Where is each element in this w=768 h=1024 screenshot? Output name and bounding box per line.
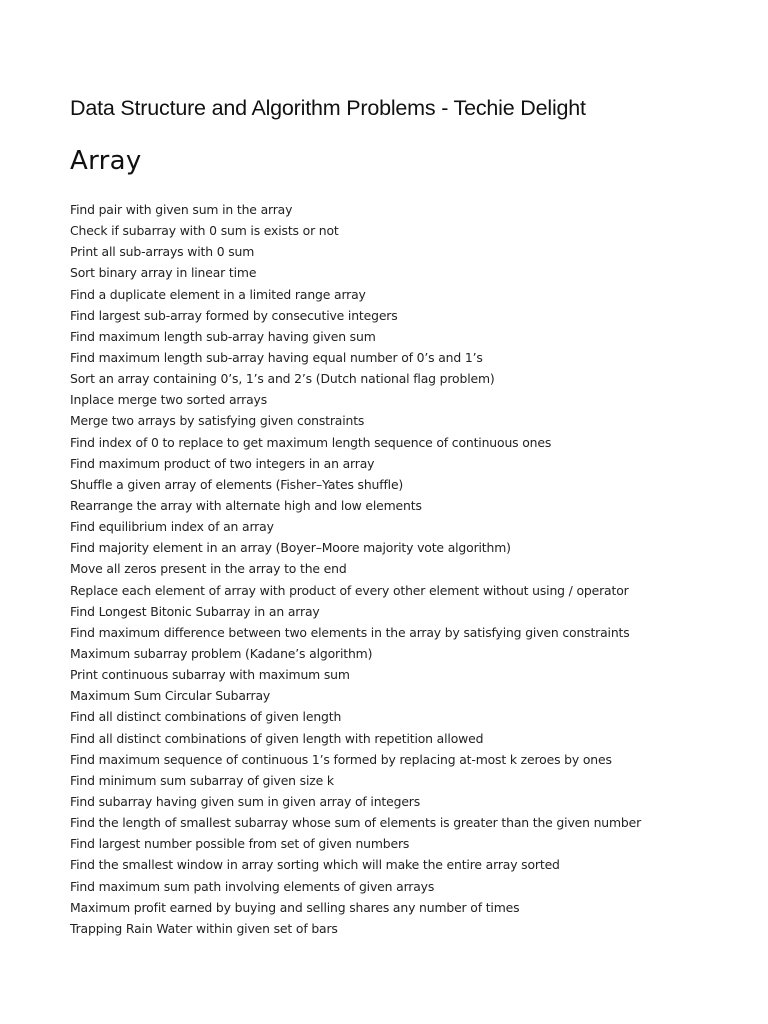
problem-list-item: Find the smallest window in array sorting which will make the entire array sorted bbox=[70, 857, 560, 873]
problem-list-item: Find subarray having given sum in given array of integers bbox=[70, 793, 421, 809]
problem-list-item: Check if subarray with 0 sum is exists or not bbox=[70, 223, 339, 239]
problem-list-item: Inplace merge two sorted arrays bbox=[70, 392, 268, 408]
problem-list-item: Maximum profit earned by buying and selling shares any number of times bbox=[70, 899, 520, 915]
problem-list-item: Find all distinct combinations of given length bbox=[70, 709, 342, 725]
problem-list-item: Sort binary array in linear time bbox=[70, 265, 257, 281]
problem-list-item: Find maximum length sub-array having equal number of 0’s and 1’s bbox=[70, 349, 483, 365]
problem-list-item: Trapping Rain Water within given set of bars bbox=[70, 920, 338, 936]
problem-list-item: Find equilibrium index of an array bbox=[70, 519, 274, 535]
problem-list bbox=[70, 199, 641, 939]
problem-list-item: Find all distinct combinations of given length with repetition allowed bbox=[70, 730, 484, 746]
problem-list-item: Find index of 0 to replace to get maximum length sequence of continuous ones bbox=[70, 434, 552, 450]
problem-list-item: Find pair with given sum in the array bbox=[70, 202, 293, 217]
problem-list-item: Find majority element in an array (Boyer–Moore majority vote algorithm) bbox=[70, 540, 511, 556]
problem-list-item: Find a duplicate element in a limited range array bbox=[70, 286, 366, 302]
problem-list-item: Rearrange the array with alternate high and low elements bbox=[70, 497, 422, 513]
problem-list-item: Find the length of smallest subarray whose sum of elements is greater than the given number bbox=[70, 815, 642, 831]
problem-list-item: Print all sub-arrays with 0 sum bbox=[70, 244, 255, 260]
document-title: Data Structure and Algorithm Problems - Techie Delight bbox=[70, 96, 586, 120]
problem-list-item: Find maximum length sub-array having given sum bbox=[70, 328, 376, 344]
problem-list-item: Print continuous subarray with maximum sum bbox=[70, 667, 350, 683]
problem-list-item: Find maximum product of two integers in an array bbox=[70, 455, 375, 471]
section-heading-array: Array bbox=[70, 146, 142, 176]
problem-list-item: Find maximum sequence of continuous 1’s formed by replacing at-most k zeroes by ones bbox=[70, 751, 612, 767]
problem-list-item: Find largest number possible from set of given numbers bbox=[70, 836, 410, 852]
problem-list-item: Maximum Sum Circular Subarray bbox=[70, 688, 271, 704]
problem-list-item: Find maximum sum path involving elements of given arrays bbox=[70, 878, 435, 894]
problem-list-item: Replace each element of array with product of every other element without using / operator bbox=[70, 582, 629, 598]
problem-list-item: Shuffle a given array of elements (Fisher–Yates shuffle) bbox=[70, 476, 404, 492]
problem-list-item: Find largest sub-array formed by consecutive integers bbox=[70, 307, 398, 323]
problem-list-item: Find minimum sum subarray of given size k bbox=[70, 772, 334, 788]
problem-list-item: Merge two arrays by satisfying given constraints bbox=[70, 413, 365, 429]
problem-list-item: Find maximum difference between two elements in the array by satisfying given constraints bbox=[70, 624, 630, 640]
problem-list-item: Maximum subarray problem (Kadane’s algorithm) bbox=[70, 645, 373, 661]
problem-list-item: Move all zeros present in the array to the end bbox=[70, 561, 347, 577]
problem-list-item: Sort an array containing 0’s, 1’s and 2’s (Dutch national flag problem) bbox=[70, 371, 495, 387]
problem-list-item: Find Longest Bitonic Subarray in an array bbox=[70, 603, 320, 619]
